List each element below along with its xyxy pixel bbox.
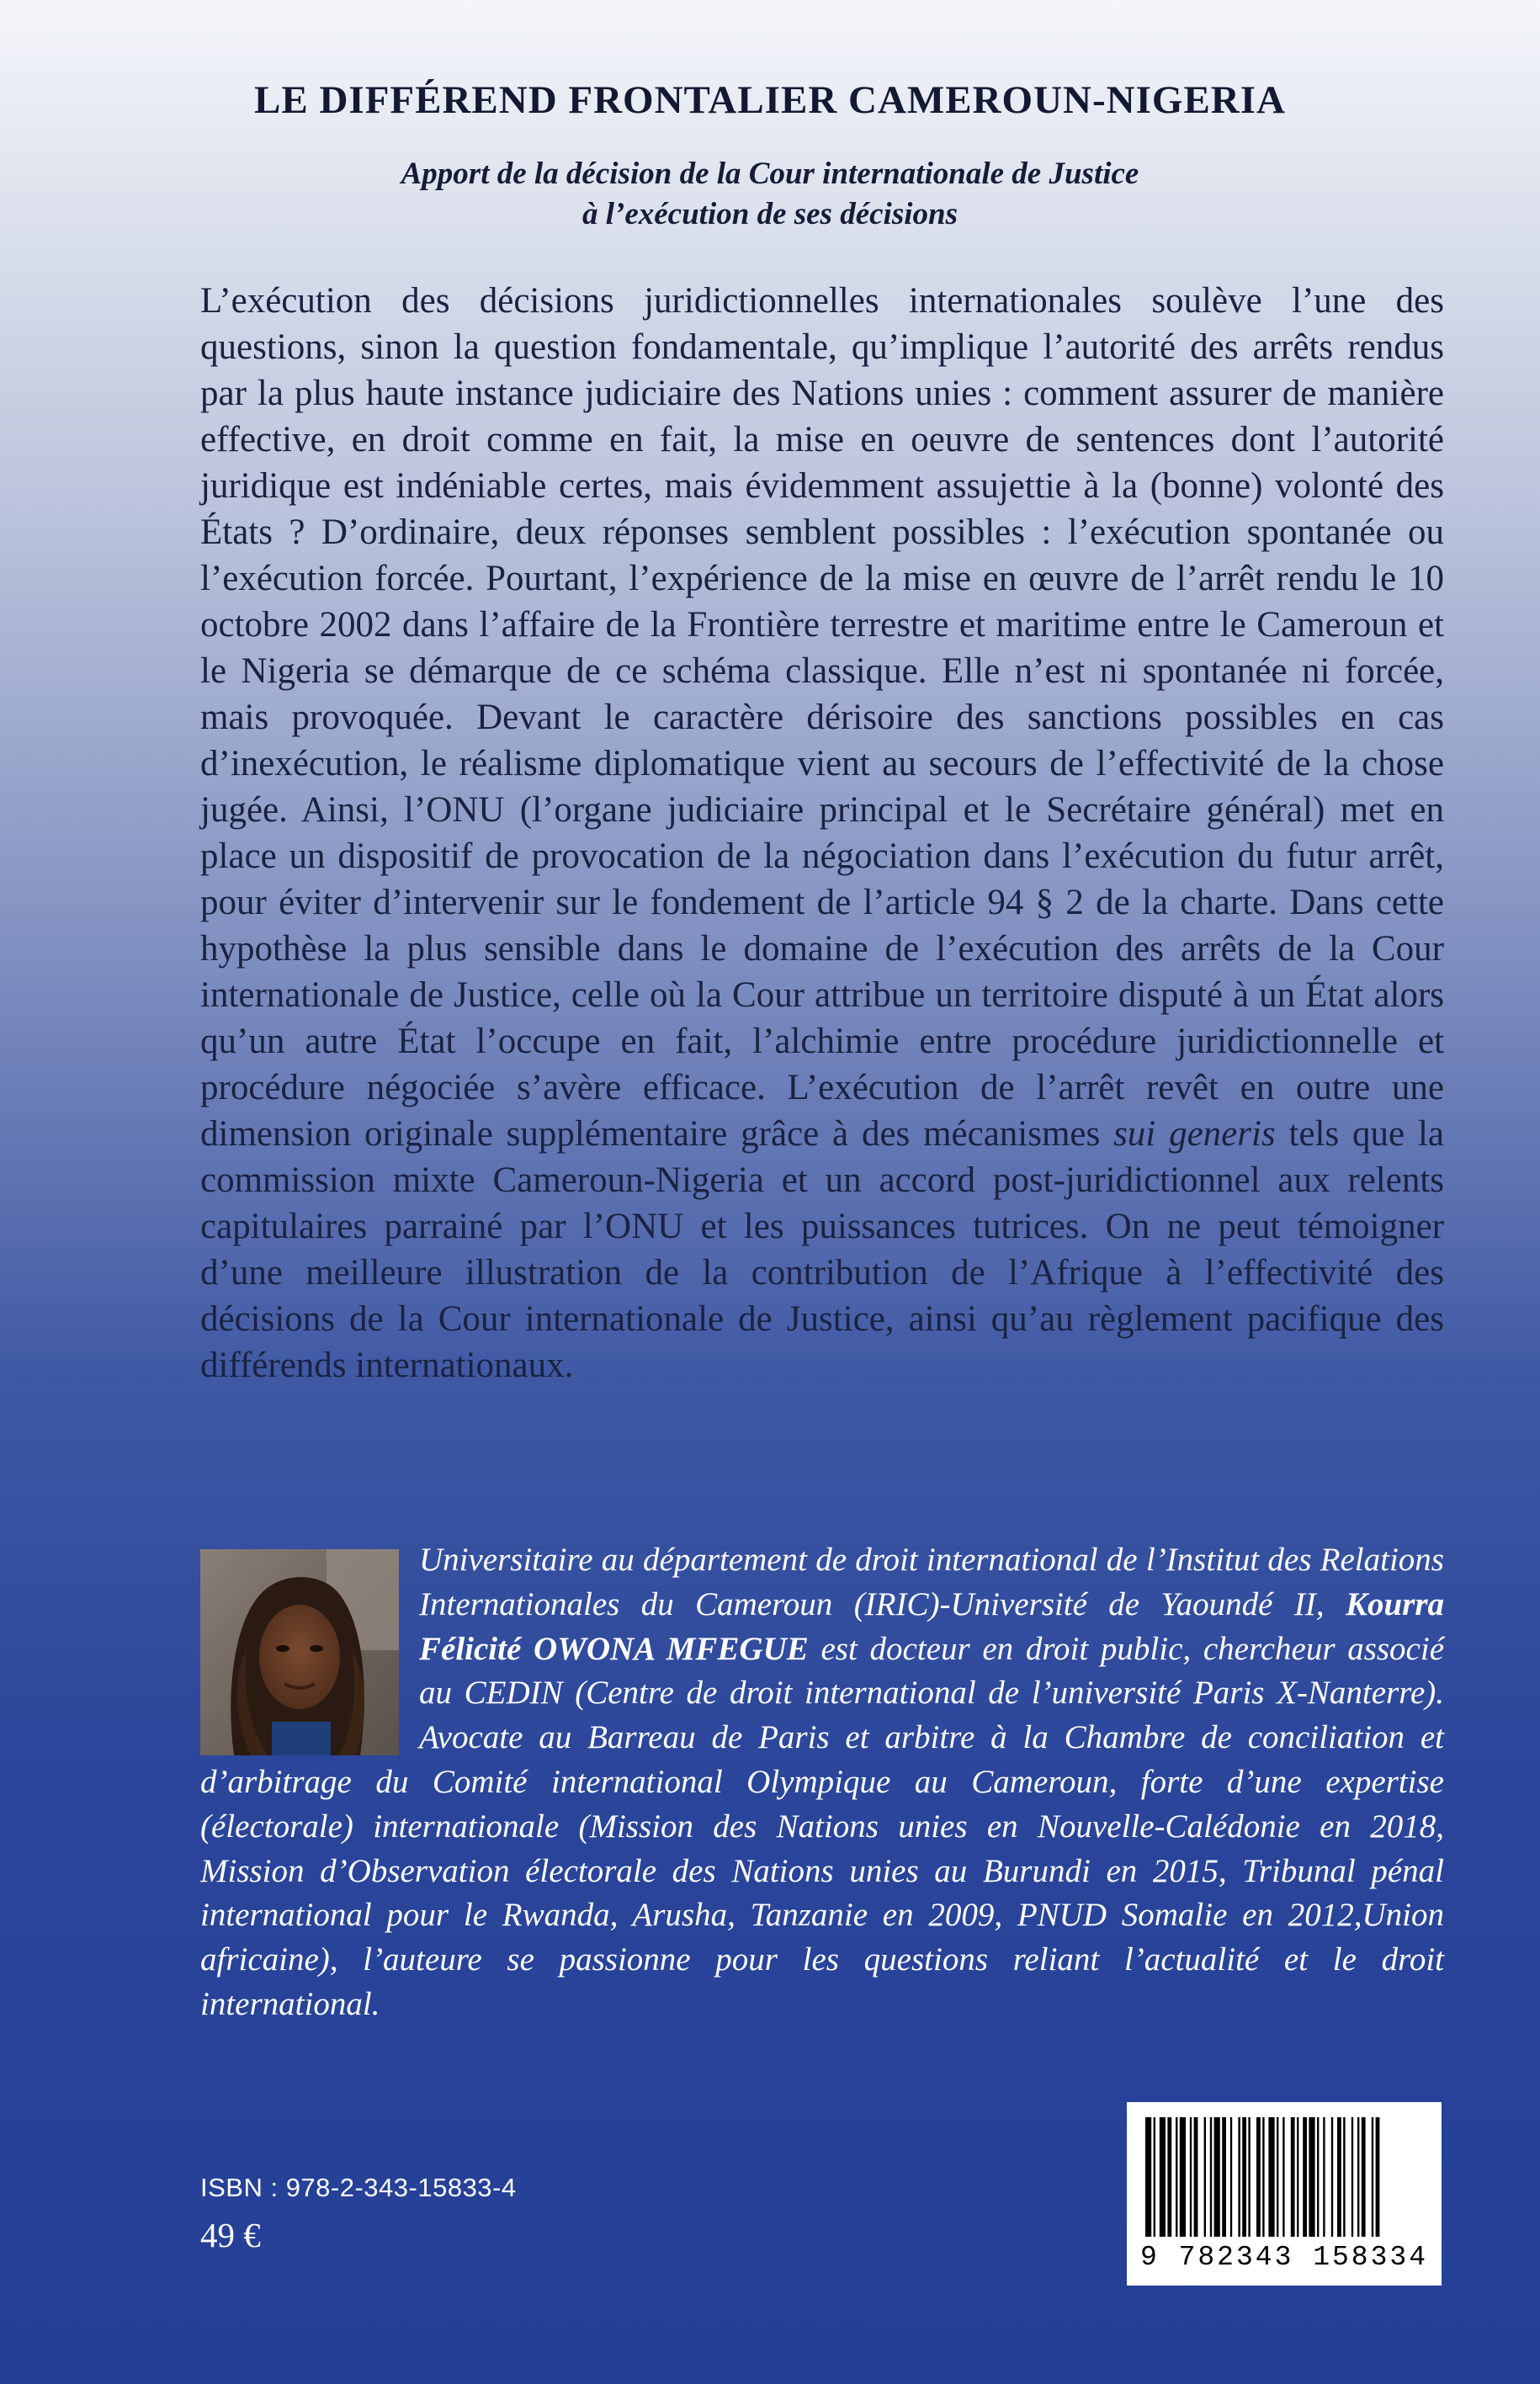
barcode-bar — [1343, 2117, 1345, 2237]
barcode-bar — [1376, 2117, 1380, 2237]
summary-text — [200, 278, 1444, 1388]
barcode-bar — [1204, 2117, 1206, 2237]
barcode-bar — [1277, 2117, 1278, 2237]
photo-spacer — [200, 1548, 399, 1755]
barcode-bar — [1297, 2117, 1298, 2237]
barcode-bar — [1309, 2117, 1314, 2237]
barcode-bar — [1291, 2117, 1295, 2237]
summary-part-2: tels que la commission mixte Cameroun-Nigeria et un accord post-juridictionnel aux relents capitulaires parrainé par l’ONU et les puissances tutrices. On ne peut témoigner d’une meilleure illustration de la contribution de l’Afrique à l’effectivité des décisions de la Cour internationale de Justice, ainsi qu’au règlement pacifique des différends internationaux. — [200, 1114, 1444, 1385]
summary-part-1: L’exécution des décisions juridictionnelles internationales soulève l’une des questions, sinon la question fondamentale, qu’implique l’autorité des arrêts rendus par la plus haute instance judiciaire des Nations unies : comment assurer de manière effective, en droit comme en fait, la mise en oeuvre de sentences dont l’autorité juridique est indéniable certes, mais évidemment assujettie à la (bonne) volonté des États ? D’ordinaire, deux réponses semblent possibles : l’exécution spontanée ou l’exécution forcée. Pourtant, l’expérience de la mise en œuvre de l’arrêt rendu le 10 octobre 2002 dans l’affaire de la Frontière terrestre et maritime entre le Cameroun et le Nigeria se démarque de ce schéma classique. Elle n’est ni spontanée ni forcée, mais provoquée. Devant le caractère dérisoire des sanctions possibles en cas d’inexécution, le réalisme diplomatique vient au secours de l’effectivité de la chose jugée. Ainsi, l’ONU (l’organe judiciaire principal et le Secrétaire général) met en place un dispositif de provocation de la négociation dans l’exécution du futur arrêt, pour éviter d’intervenir sur le fondement de l’article 94 § 2 de la charte. Dans cette hypothèse la plus sensible dans le domaine de l’exécution des arrêts de la Cour internationale de Justice, celle où la Cour attribue un territoire disputé à un État alors qu’un autre État l’occupe en fait, l’alchimie entre procédure juridictionnelle et procédure négociée s’avère efficace. L’exécution de l’arrêt revêt en outre une dimension originale supplémentaire grâce à des mécanismes — [200, 281, 1444, 1154]
barcode-bar — [1282, 2117, 1284, 2237]
barcode-bar — [1303, 2117, 1307, 2237]
barcode-bar — [1238, 2117, 1240, 2237]
barcode-bar — [1331, 2117, 1333, 2237]
barcode-bar — [1180, 2117, 1186, 2237]
barcode-bar — [1222, 2117, 1226, 2237]
book-subtitle — [0, 154, 1540, 235]
barcode-bar — [1317, 2117, 1319, 2237]
barcode-bar — [1167, 2117, 1171, 2237]
barcode-bar — [1154, 2117, 1155, 2237]
barcode-bar — [1323, 2117, 1325, 2237]
barcode-bar — [1210, 2117, 1212, 2237]
barcode-bar — [1190, 2117, 1192, 2237]
author-bio-rest: est docteur en droit public, chercheur associé au CEDIN (Centre de droit international de l’université Paris X-Nanterre). Avocate au Barreau de Paris et arbitre à la Chambre de conciliation et d’arbitrage du Comité international Olympique au Cameroun, forte d’une expertise (électorale) internationale (Mission des Nations unies en Nouvelle-Calédonie en 2018, Mission d’Observation électorale des Nations unies au Burundi en 2015, Tribunal pénal international pour le Rwanda, Arusha, Tanzanie en 2009, PNUD Somalie en 2012,Union africaine), l’auteure se passionne pour les questions reliant l’actualité et le droit international. — [200, 1630, 1445, 2022]
barcode-bar — [1145, 2117, 1151, 2237]
barcode — [1127, 2102, 1442, 2286]
barcode-bar — [1337, 2117, 1341, 2237]
price-label: 49 € — [200, 2216, 261, 2254]
barcode-bar — [1372, 2117, 1373, 2237]
barcode-bar — [1230, 2117, 1232, 2237]
barcode-bar — [1357, 2117, 1359, 2237]
barcode-bar — [1351, 2117, 1353, 2237]
summary-italic-term: sui generis — [1113, 1114, 1276, 1154]
barcode-bar — [1362, 2117, 1366, 2237]
barcode-bar — [1268, 2117, 1274, 2237]
barcode-bar — [1194, 2117, 1198, 2237]
barcode-bar — [1248, 2117, 1250, 2237]
author-name: Kourra Félicité OWONA MFEGUE — [419, 1585, 1444, 1667]
barcode-bar — [1242, 2117, 1246, 2237]
isbn-label: ISBN : 978-2-343-15833-4 — [200, 2173, 517, 2202]
author-bio-intro: Universitaire au département de droit international de l’Institut des Relations Internationales du Cameroun (IRIC)-Université de Yaoundé II, — [419, 1542, 1444, 1622]
barcode-bar — [1176, 2117, 1177, 2237]
subtitle-line-1: Apport de la décision de la Cour internationale de Justice — [401, 157, 1139, 191]
barcode-bar — [1160, 2117, 1166, 2237]
book-title: LE DIFFÉREND FRONTALIER CAMEROUN-NIGERIA — [254, 78, 1286, 122]
barcode-bar — [1256, 2117, 1261, 2237]
subtitle-line-2: à l’exécution de ses décisions — [581, 197, 958, 231]
barcode-bar — [1262, 2117, 1264, 2237]
barcode-bar — [1214, 2117, 1220, 2237]
author-bio — [200, 1538, 1444, 2027]
barcode-digits: 9 782343 158334 — [1139, 2242, 1429, 2273]
